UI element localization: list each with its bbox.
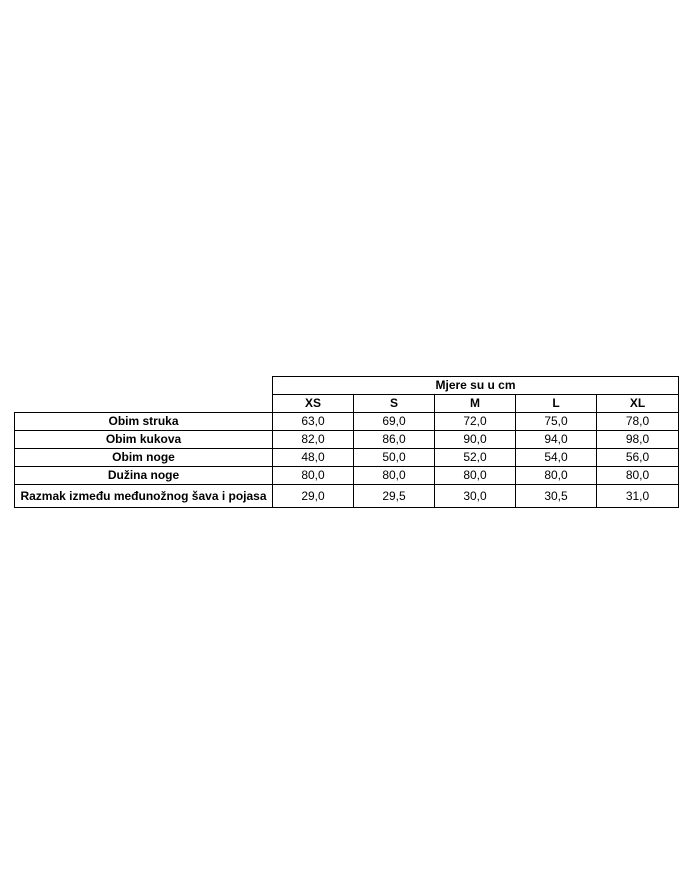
size-header-row <box>15 395 679 413</box>
table-cell: 48,0 <box>273 449 354 467</box>
table-row <box>15 485 679 508</box>
table-cell: 63,0 <box>273 413 354 431</box>
size-chart-table <box>14 376 679 508</box>
table-row <box>15 431 679 449</box>
table-cell: 69,0 <box>354 413 435 431</box>
table-cell: 29,0 <box>273 485 354 508</box>
row-label-hips: Obim kukova <box>15 431 273 449</box>
table-cell: 52,0 <box>435 449 516 467</box>
size-header-m: M <box>435 395 516 413</box>
table-cell: 31,0 <box>597 485 679 508</box>
table-row <box>15 413 679 431</box>
size-header-xs: XS <box>273 395 354 413</box>
size-header-xl: XL <box>597 395 679 413</box>
table-cell: 82,0 <box>273 431 354 449</box>
size-header-s: S <box>354 395 435 413</box>
table-cell: 30,5 <box>516 485 597 508</box>
table-cell: 80,0 <box>354 467 435 485</box>
table-cell: 56,0 <box>597 449 679 467</box>
table-cell: 78,0 <box>597 413 679 431</box>
empty-corner-cell <box>15 395 273 413</box>
table-row <box>15 467 679 485</box>
caption-row <box>15 377 679 395</box>
table-cell: 80,0 <box>273 467 354 485</box>
table-cell: 72,0 <box>435 413 516 431</box>
table-cell: 50,0 <box>354 449 435 467</box>
row-label-rise: Razmak između međunožnog šava i pojasa <box>15 485 273 508</box>
table-caption: Mjere su u cm <box>273 377 679 395</box>
empty-corner-cell <box>15 377 273 395</box>
table-cell: 86,0 <box>354 431 435 449</box>
table-cell: 80,0 <box>516 467 597 485</box>
row-label-leg-length: Dužina noge <box>15 467 273 485</box>
table-cell: 30,0 <box>435 485 516 508</box>
table-cell: 98,0 <box>597 431 679 449</box>
row-label-waist: Obim struka <box>15 413 273 431</box>
table-cell: 54,0 <box>516 449 597 467</box>
table-cell: 80,0 <box>597 467 679 485</box>
table-cell: 80,0 <box>435 467 516 485</box>
table-cell: 90,0 <box>435 431 516 449</box>
table-cell: 29,5 <box>354 485 435 508</box>
table-cell: 75,0 <box>516 413 597 431</box>
table-cell: 94,0 <box>516 431 597 449</box>
row-label-leg-circumference: Obim noge <box>15 449 273 467</box>
size-header-l: L <box>516 395 597 413</box>
table-row <box>15 449 679 467</box>
